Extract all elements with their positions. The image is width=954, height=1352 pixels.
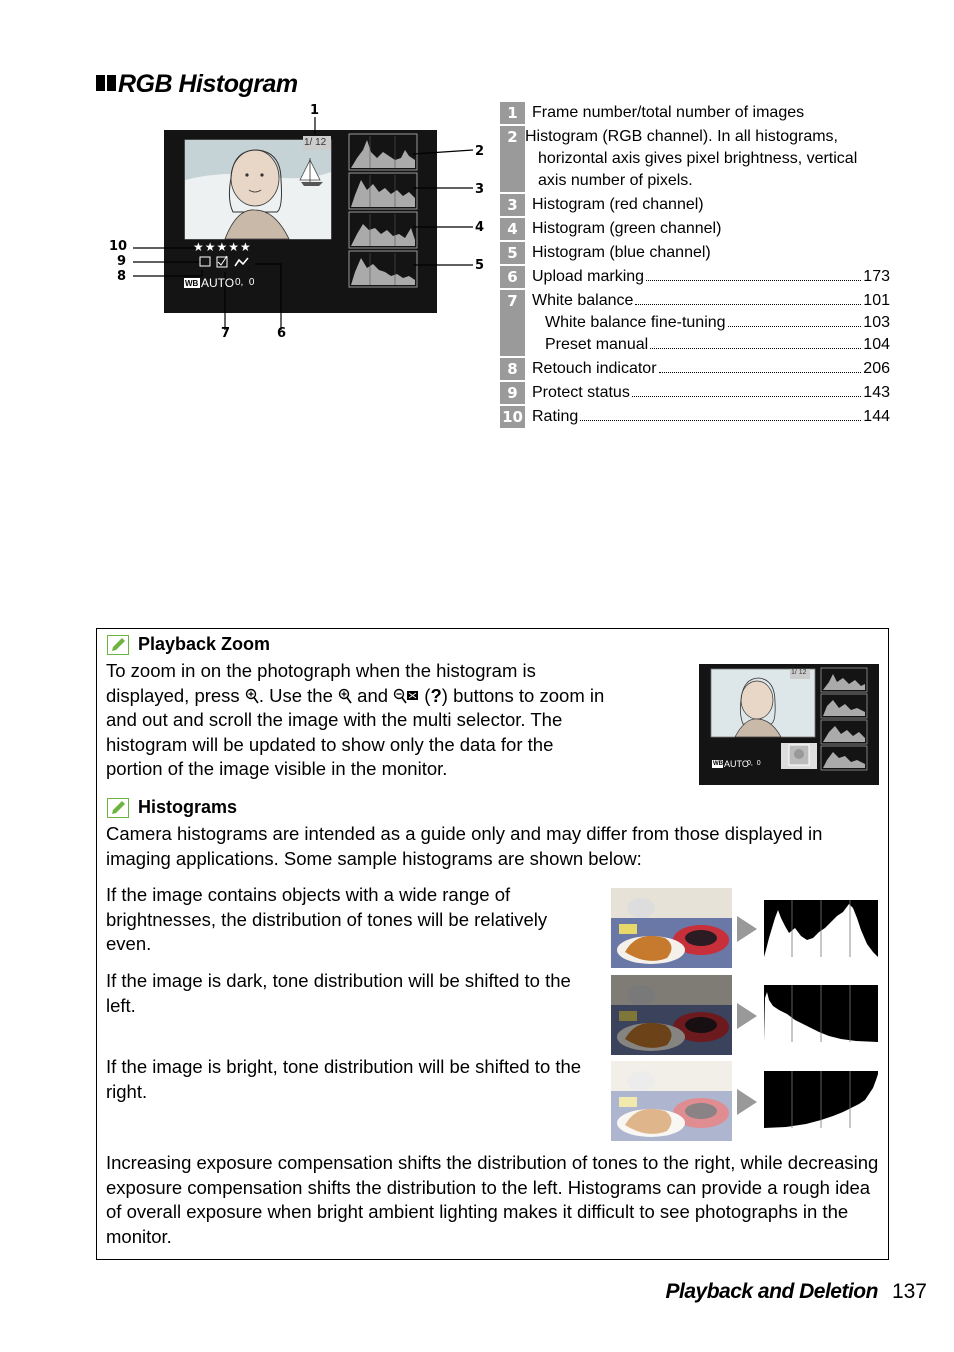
legend-row: 9 Protect status 143: [500, 382, 890, 404]
heading-marker-icon: [96, 75, 105, 91]
sample-histograms-figure: [611, 888, 879, 1142]
note-body-zoom: To zoom in on the photograph when the histogram is displayed, press . Use the and (?) buttons to zoom in and out and scroll the image with the multi selector. The histogram will be updated to show only the data for the portion of the image visible in the monitor.: [106, 660, 605, 779]
note-title-zoom: Playback Zoom: [107, 634, 270, 655]
callout-legend: [500, 102, 890, 430]
pencil-icon: [107, 798, 129, 818]
sample-photo-even: [611, 888, 732, 968]
legend-row: 7 White balance 101 White balance fine-tuning 103 Preset manual 104: [500, 290, 890, 356]
arrow-icon: [737, 1089, 757, 1115]
thumb-wb-tune: 0, 0: [747, 760, 761, 767]
wb-badge: WB: [185, 279, 199, 288]
legend-row: 8 Retouch indicator 206: [500, 358, 890, 380]
legend-row: 10 Rating 144: [500, 406, 890, 428]
callout-2: 2: [475, 144, 485, 159]
page-link[interactable]: 143: [863, 384, 890, 401]
zoom-out-thumbnail-button-icon: [393, 688, 419, 704]
page-footer: [666, 1280, 927, 1304]
legend-row: 3 Histogram (red channel): [500, 194, 890, 216]
callout-1: 1: [310, 103, 320, 118]
example-bright-text: If the image is bright, tone distribution will be shifted to the right.: [106, 1056, 582, 1102]
histograms-closing: Increasing exposure compensation shifts the distribution of tones to the right, while decreasing exposure compensation shifts the distribution to the left. Histograms can provide a rough idea of overall exposure when bright ambient lighting makes it difficult to see photographs in the monitor.: [106, 1152, 879, 1247]
callout-3: 3: [475, 182, 485, 197]
page-link[interactable]: 103: [863, 314, 890, 331]
arrow-icon: [737, 1003, 757, 1029]
pencil-icon: [107, 635, 129, 655]
arrow-icon: [737, 916, 757, 942]
example-even-text: If the image contains objects with a wide range of brightnesses, the distribution of tones will be relatively even.: [106, 884, 548, 954]
wb-fine-tune: 0, 0: [235, 277, 255, 288]
zoom-in-button-icon: [245, 688, 259, 704]
zoom-monitor-thumbnail: [699, 664, 879, 785]
legend-row: 6 Upload marking 173: [500, 266, 890, 288]
callout-7: 7: [221, 326, 231, 341]
callout-8: 8: [117, 269, 127, 284]
note-title-histograms: Histograms: [107, 797, 237, 818]
heading-marker-icon: [107, 75, 116, 91]
sample-photo-bright: [611, 1061, 732, 1141]
legend-row: 1 Frame number/total number of images: [500, 102, 890, 124]
section-heading: RGB Histogram: [96, 70, 298, 99]
callout-4: 4: [475, 220, 485, 235]
callout-10: 10: [109, 239, 128, 254]
page-link[interactable]: 144: [863, 408, 890, 425]
page-number: 137: [891, 1280, 927, 1303]
sample-histogram-dark: [764, 985, 878, 1042]
thumb-wb-badge: WB: [713, 761, 723, 767]
thumb-wb-value: AUTO: [724, 759, 749, 769]
sample-photo-dark: [611, 975, 732, 1055]
page-link[interactable]: 206: [863, 360, 890, 377]
footer-section: Playback and Deletion: [665, 1280, 878, 1303]
histogram-figure: [105, 100, 495, 350]
callout-6: 6: [277, 326, 287, 341]
sample-histogram-even: [764, 900, 878, 957]
zoom-in-button-icon: [338, 688, 352, 704]
example-dark-text: If the image is dark, tone distribution will be shifted to the left.: [106, 970, 571, 1016]
frame-counter: 1/ 12: [304, 137, 327, 148]
monitor-diagram: [105, 100, 495, 350]
page-link[interactable]: 104: [863, 336, 890, 353]
legend-row: 2 Histogram (RGB channel). In all histograms, horizontal axis gives pixel brightness, vertical axis number of pixels.: [500, 126, 890, 192]
histograms-intro: Camera histograms are intended as a guide only and may differ from those displayed in imaging applications. Some sample histograms are shown below:: [106, 823, 823, 869]
wb-value: AUTO: [201, 276, 235, 290]
page-link[interactable]: 173: [863, 268, 890, 285]
callout-9: 9: [117, 254, 127, 269]
page-link[interactable]: 101: [863, 292, 890, 309]
sample-histogram-bright: [764, 1071, 878, 1128]
legend-row: 4 Histogram (green channel): [500, 218, 890, 240]
rating-stars: ★★★★★: [193, 240, 252, 254]
callout-5: 5: [475, 258, 485, 273]
legend-row: 5 Histogram (blue channel): [500, 242, 890, 264]
thumb-frame-counter: 1/ 12: [791, 669, 807, 676]
